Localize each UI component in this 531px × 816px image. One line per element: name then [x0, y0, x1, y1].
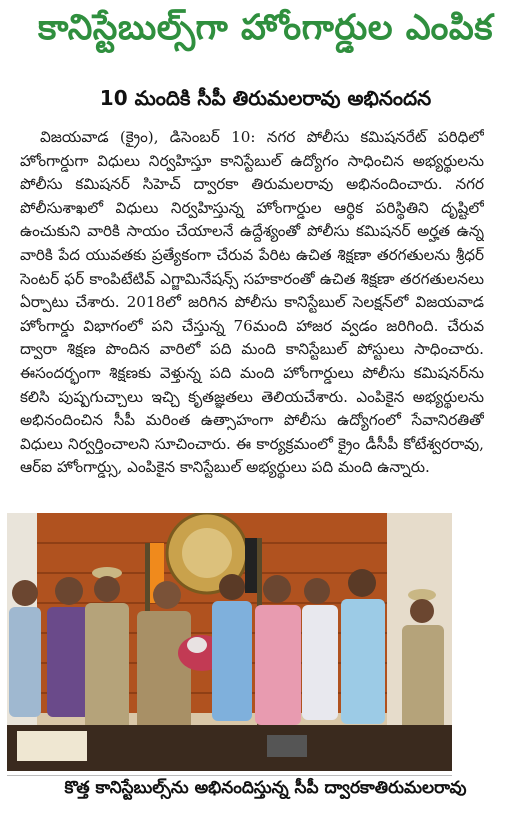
article-body [20, 126, 484, 508]
article-paragraph: విజయవాడ (క్రైం), డిసెంబర్ 10: నగర పోలీసు కమిషనరేట్ పరిధిలో హోంగార్డుగా విధులు నిర్వహిస్తూ కానిస్టేబుల్ ఉద్యోగం సాధించిన అభ్యర్థులను పోలీసు కమిషనర్ సిహెచ్ ద్వారకా తిరుమలరావు అభినందించారు. నగర పోలీసుశాఖలో విధులు నిర్వహిస్తున్న హోంగార్డుల ఆర్థిక పరిస్థితిని దృష్టిలో ఉంచుకుని వారికి సాయం చేయాలనే ఉద్దేశ్యంతో పోలీసు కమిషనర్ అర్హత ఉన్న వారికి పేద యువతకు ప్రత్యేకంగా చేరువ పేరిట ఉచిత శిక్షణా తరగతులను శ్రీధర్ సెంటర్ ఫర్ కాంపిటేటివ్ ఎగ్జామినేషన్స్ సహకారంతో ఉచిత శిక్షణా తరగతులనలు ఏర్పాటు చేశారు. 2018లో జరిగిన పోలీసు కానిస్టేబుల్ సెలక్షన్‌లో విజయవాడ హోంగార్డు విభాగంలో పని చేస్తున్న 76మంది హాజర వ్వడం జరిగింది. చేరువ ద్వారా శిక్షణ పొందిన వారిలో పది మంది కానిస్టేబుల్ పోస్టులు సాధించారు. ఈసందర్భంగా శిక్షణకు వెళ్తున్న పది మంది హోంగార్డులు పోలీసు కమిషనర్‌ను కలిసి పుష్పగుచ్చాలు ఇచ్చి కృతజ్ఞతలు తెలియచేశారు. ఎంపికైన అభ్యర్థులను అభినందించిన సీపీ మరింత ఉత్సాహంగా పోలీసు ఉద్యోగంలో సేవానిరతితో విధులు నిర్వర్తించాలని సూచించారు. ఈ కార్యక్రమంలో క్రైం డీసీపీ కోటేశ్వరరావు, ఆర్‌ఐ హోంగార్డ్సు, ఎంపికైన కానిస్టేబుల్ అభ్యర్థులు పది మంది ఉన్నారు. [20, 128, 484, 477]
subheadline: 10 మందికి సీపీ తిరుమలరావు అభినందన [99, 86, 432, 110]
photo-caption: కొత్త కానిస్టేబుల్స్‌ను అభినందిస్తున్న సీపీ ద్వారకాతిరుమలరావు [64, 778, 467, 798]
caption-divider [7, 775, 452, 776]
headline: కానిస్టేబుల్స్‌గా హోంగార్డుల ఎంపిక [37, 8, 494, 48]
news-photo [7, 513, 452, 771]
photo-illustration [7, 513, 452, 771]
